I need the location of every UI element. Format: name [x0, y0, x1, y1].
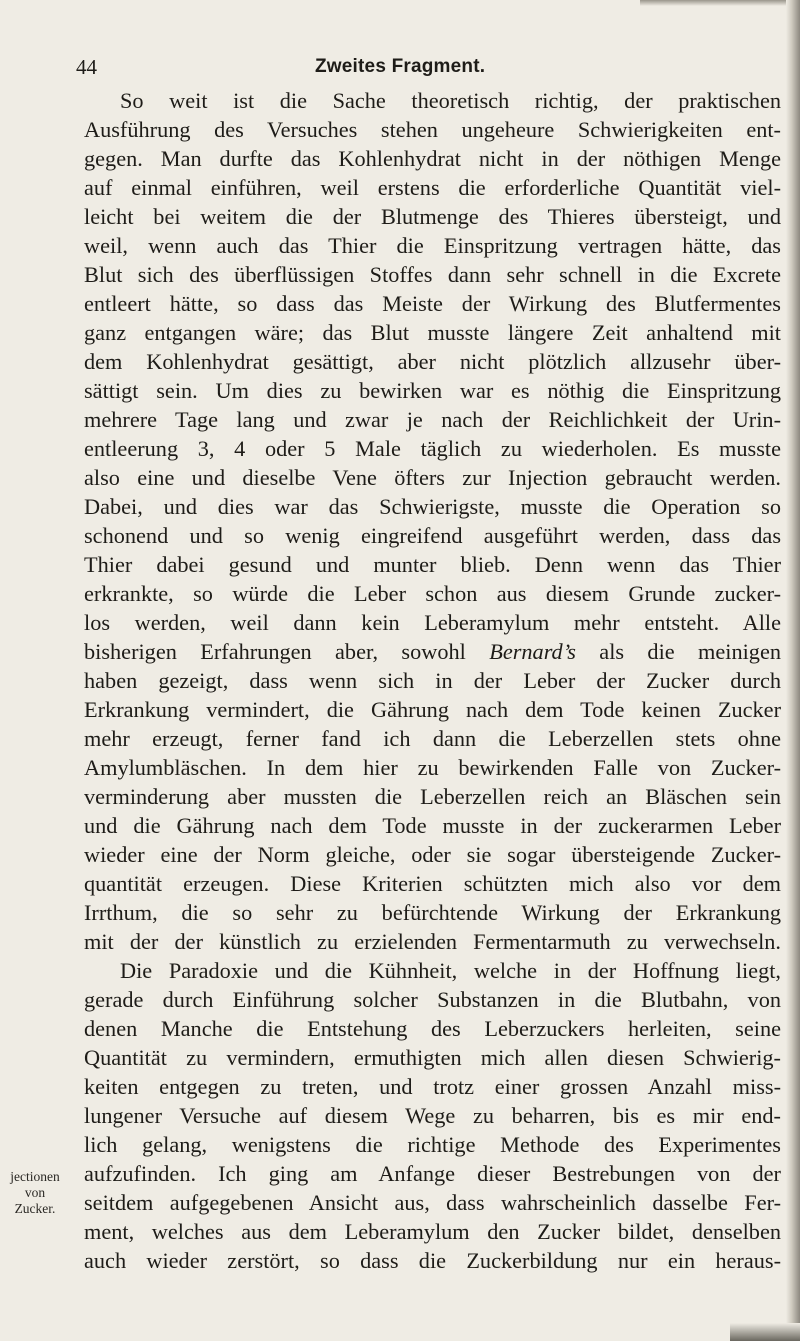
text-line: quantität erzeugen. Diese Kriterien schützten mich also vor dem: [84, 871, 781, 896]
text-line: denen Manche die Entstehung des Leberzuckers herleiten, seine: [84, 1016, 781, 1041]
text-line: los werden, weil dann kein Leberamylum mehr entsteht. Alle: [84, 610, 781, 635]
text-line: haben gezeigt, dass wenn sich in der Leber der Zucker durch: [84, 668, 781, 693]
text-line: Thier dabei gesund und munter blieb. Denn wenn das Thier: [84, 552, 781, 577]
text-line: mit der der künstlich zu erzielenden Fermentarmuth zu verwechseln.: [84, 929, 781, 954]
marginal-note-line: von: [24, 1185, 46, 1200]
marginal-note-line: jectionen: [10, 1169, 60, 1184]
text-line: schonend und so wenig eingreifend ausgeführt werden, dass das: [84, 523, 781, 548]
page-header: [0, 52, 800, 82]
text-line: mehrere Tage lang und zwar je nach der Reichlichkeit der Urin-: [84, 407, 781, 432]
text-line: sättigt sein. Um dies zu bewirken war es nöthig die Einspritzung: [84, 378, 781, 403]
text-line: ment, welches aus dem Leberamylum den Zucker bildet, denselben: [84, 1219, 781, 1244]
page-bottom-edge: [730, 1323, 800, 1341]
text-line: gerade durch Einführung solcher Substanzen in die Blutbahn, von: [84, 987, 781, 1012]
text-line: dem Kohlenhydrat gesättigt, aber nicht plötzlich allzusehr über-: [84, 349, 781, 374]
text-line: lungener Versuche auf diesem Wege zu beharren, bis es mir end-: [84, 1103, 781, 1128]
text-fragment: als die meinigen: [575, 639, 781, 664]
text-line: So weit ist die Sache theoretisch richtig, der praktischen: [120, 88, 781, 113]
text-line: erkrankte, so würde die Leber schon aus diesem Grunde zucker-: [84, 581, 781, 606]
text-line: und die Gährung nach dem Tode musste in der zuckerarmen Leber: [84, 813, 781, 838]
text-line: lich gelang, wenigstens die richtige Methode des Experimentes: [84, 1132, 781, 1157]
text-line: Ausführung des Versuches stehen ungeheure Schwierigkeiten ent-: [84, 117, 781, 142]
text-line: verminderung aber mussten die Leberzellen reich an Bläschen sein: [84, 784, 781, 809]
text-line: auch wieder zerstört, so dass die Zuckerbildung nur ein heraus-: [84, 1248, 781, 1273]
marginal-note: [0, 1169, 70, 1217]
text-line: seitdem aufgegebenen Ansicht aus, dass wahrscheinlich dasselbe Fer-: [84, 1190, 781, 1215]
text-line: also eine und dieselbe Vene öfters zur Injection gebraucht werden.: [84, 465, 781, 490]
page-number: 44: [76, 55, 97, 79]
text-line: keiten entgegen zu treten, und trotz einer grossen Anzahl miss-: [84, 1074, 781, 1099]
text-line: mehr erzeugt, ferner fand ich dann die Leberzellen stets ohne: [84, 726, 781, 751]
text-line: Quantität zu vermindern, ermuthigten mich allen diesen Schwierig-: [84, 1045, 781, 1070]
running-head: Zweites Fragment.: [315, 56, 486, 77]
page-top-edge: [640, 0, 800, 6]
text-line: entleerung 3, 4 oder 5 Male täglich zu wiederholen. Es musste: [84, 436, 781, 461]
text-line: auf einmal einführen, weil erstens die erforderliche Quantität viel-: [84, 175, 781, 200]
author-name-italic: Bernard’s: [489, 639, 576, 664]
text-line: gegen. Man durfte das Kohlenhydrat nicht in der nöthigen Menge: [84, 146, 781, 171]
text-line: Blut sich des überflüssigen Stoffes dann sehr schnell in die Excrete: [84, 262, 781, 287]
text-line: [84, 637, 781, 666]
page-spine-shadow: [786, 0, 800, 1341]
text-line: weil, wenn auch das Thier die Einspritzung vertragen hätte, das: [84, 233, 781, 258]
marginal-note-line: Zucker.: [14, 1201, 56, 1216]
text-line: entleert hätte, so dass das Meiste der Wirkung des Blutfermentes: [84, 291, 781, 316]
text-line: Dabei, und dies war das Schwierigste, musste die Operation so: [84, 494, 781, 519]
text-line: Amylumbläschen. In dem hier zu bewirkenden Falle von Zucker-: [84, 755, 781, 780]
text-line: ganz entgangen wäre; das Blut musste längere Zeit anhaltend mit: [84, 320, 781, 345]
text-line: Erkrankung vermindert, die Gährung nach dem Tode keinen Zucker: [84, 697, 781, 722]
text-line: wieder eine der Norm gleiche, oder sie sogar übersteigende Zucker-: [84, 842, 781, 867]
text-line: Die Paradoxie und die Kühnheit, welche in der Hoffnung liegt,: [120, 958, 781, 983]
text-line: Irrthum, die so sehr zu befürchtende Wirkung der Erkrankung: [84, 900, 781, 925]
text-line: leicht bei weitem die der Blutmenge des Thieres übersteigt, und: [84, 204, 781, 229]
text-fragment: bisherigen Erfahrungen aber, sowohl: [84, 639, 490, 664]
text-line: aufzufinden. Ich ging am Anfange dieser Bestrebungen von der: [84, 1161, 781, 1186]
